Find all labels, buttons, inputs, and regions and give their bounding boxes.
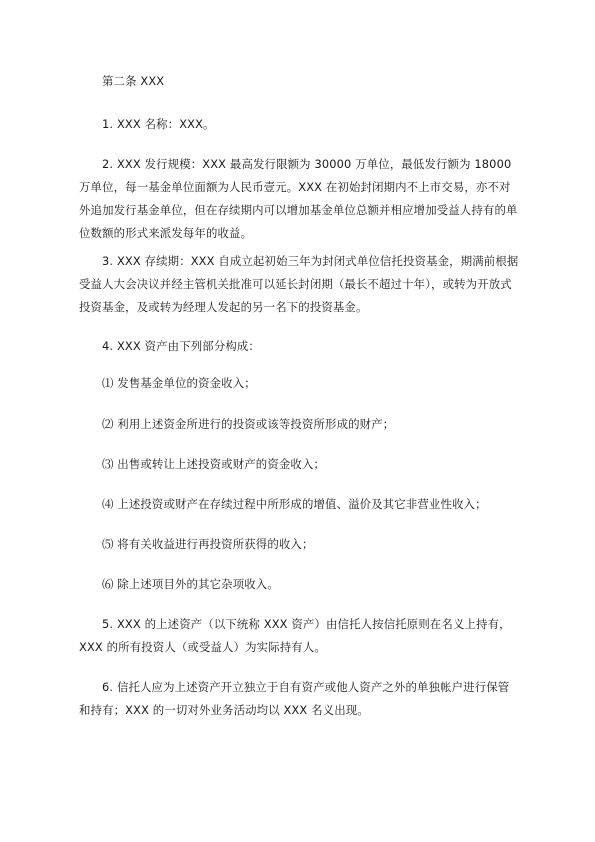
asset-item-1: ⑴ 发售基金单位的资金收入； <box>102 376 256 390</box>
article-heading: 第二条 XXX <box>102 74 165 88</box>
asset-item-6: ⑹ 除上述项目外的其它杂项收入。 <box>102 577 279 591</box>
asset-item-5: ⑸ 将有关收益进行再投资所获得的收入； <box>102 537 314 551</box>
clause-name: 1. XXX 名称：XXX。 <box>102 117 215 131</box>
clause-custody-account: 6. 信托人应为上述资产开立独立于自有资产或他人资产之外的单独帐户进行保管和持有；XXX 的一切对外业务活动均以 XXX 名义出现。 <box>79 680 510 717</box>
clause-assets-composition: 4. XXX 资产由下列部分构成： <box>102 339 260 353</box>
asset-item-2: ⑵ 利用上述资金所进行的投资或该等投资所形成的财产； <box>102 417 395 431</box>
clause-holding: 5. XXX 的上述资产（以下统称 XXX 资产）由信托人按信托原则在名义上持有，XXX 的所有投资人（或受益人）为实际持有人。 <box>79 617 511 654</box>
asset-item-4: ⑷ 上述投资或财产在存续过程中所形成的增值、溢价及其它非营业性收入； <box>102 497 487 511</box>
clause-duration: 3. XXX 存续期：XXX 自成立起初始三年为封闭式单位信托投资基金，期满前根据受益人大会决议并经主管机关批准可以延长封闭期（最长不超过十年），或转为开放式投资基金，及或转为经理人发起的另一名下的投资基金。 <box>79 254 519 314</box>
clause-issue-scale: 2. XXX 发行规模：XXX 最高发行限额为 30000 万单位，最低发行额为 18000 万单位，每一基金单位面额为人民币壹元。XXX 在初始封闭期内不上市交易，亦不对外追加发行基金单位，但在存续期内可以增加基金单位总额并相应增加受益人持有的单位数额的形式来派发每年的收益。 <box>79 157 518 240</box>
asset-item-3: ⑶ 出售或转让上述投资或财产的资金收入； <box>102 457 326 471</box>
